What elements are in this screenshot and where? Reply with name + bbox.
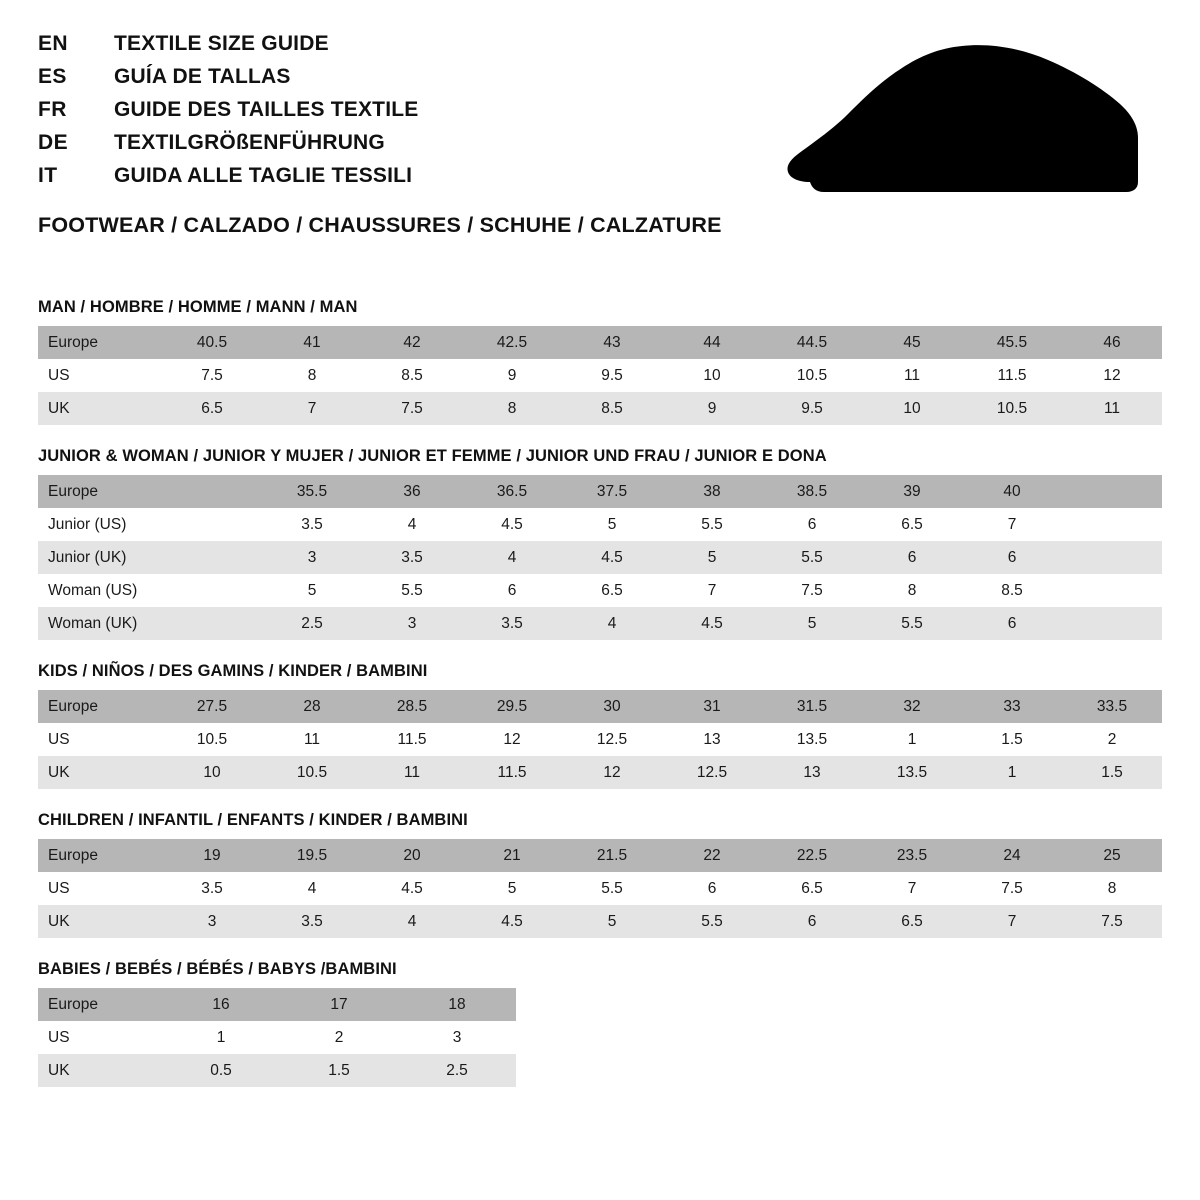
cell: 10.5	[162, 723, 262, 756]
table-row	[38, 756, 1162, 789]
cell: 4.5	[462, 905, 562, 938]
cell: 5	[462, 872, 562, 905]
cell: 3.5	[462, 607, 562, 640]
table-block-man	[38, 298, 1162, 425]
table-row	[38, 326, 1162, 359]
table-title: BABIES / BEBÉS / BÉBÉS / BABYS /BAMBINI	[38, 960, 397, 978]
cell: 9	[462, 359, 562, 392]
table-block-kids	[38, 662, 1162, 789]
cell: 19	[162, 839, 262, 872]
table-title: MAN / HOMBRE / HOMME / MANN / MAN	[38, 298, 358, 316]
cell	[162, 574, 262, 607]
cell	[1062, 607, 1162, 640]
cell: 11.5	[362, 723, 462, 756]
cell: 20	[362, 839, 462, 872]
cell: 5	[662, 541, 762, 574]
cell: 11	[262, 723, 362, 756]
row-label: Europe	[38, 475, 162, 508]
cell: 35.5	[262, 475, 362, 508]
cell	[1062, 508, 1162, 541]
cell: 3	[162, 905, 262, 938]
table-block-children	[38, 811, 1162, 938]
cell: 41	[262, 326, 362, 359]
cell: 2	[280, 1021, 398, 1054]
cell: 8	[262, 359, 362, 392]
cell: 4	[562, 607, 662, 640]
cell: 2	[1062, 723, 1162, 756]
cell: 5	[262, 574, 362, 607]
table-row	[38, 1054, 516, 1087]
size-table-kids	[38, 690, 1162, 789]
cell: 12.5	[562, 723, 662, 756]
cell: 8.5	[962, 574, 1062, 607]
size-table-babies	[38, 988, 516, 1087]
cell: 36.5	[462, 475, 562, 508]
cell: 4.5	[662, 607, 762, 640]
cell: 11	[1062, 392, 1162, 425]
cell: 7	[662, 574, 762, 607]
cell: 9	[662, 392, 762, 425]
cell: 1.5	[1062, 756, 1162, 789]
cell: 4	[462, 541, 562, 574]
cell: 22.5	[762, 839, 862, 872]
table-row	[38, 723, 1162, 756]
table-row	[38, 392, 1162, 425]
row-label: Junior (US)	[38, 508, 162, 541]
cell: 8	[862, 574, 962, 607]
table-row	[38, 508, 1162, 541]
cell: 40.5	[162, 326, 262, 359]
cell: 13	[662, 723, 762, 756]
cell: 32	[862, 690, 962, 723]
cell: 10	[162, 756, 262, 789]
cell: 10.5	[762, 359, 862, 392]
row-label: UK	[38, 905, 162, 938]
table-row	[38, 988, 516, 1021]
table-row	[38, 574, 1162, 607]
cell: 8	[1062, 872, 1162, 905]
row-label: US	[38, 872, 162, 905]
cell: 43	[562, 326, 662, 359]
cell	[162, 475, 262, 508]
row-label: UK	[38, 1054, 162, 1087]
row-label: Europe	[38, 690, 162, 723]
cell: 6	[462, 574, 562, 607]
cell: 6	[862, 541, 962, 574]
cell: 17	[280, 988, 398, 1021]
cell: 45.5	[962, 326, 1062, 359]
row-label: US	[38, 1021, 162, 1054]
cell: 45	[862, 326, 962, 359]
cell: 7	[962, 508, 1062, 541]
cell: 3.5	[262, 905, 362, 938]
cell: 3	[262, 541, 362, 574]
table-row	[38, 872, 1162, 905]
language-code: ES	[38, 65, 67, 88]
row-label: US	[38, 723, 162, 756]
cell: 38	[662, 475, 762, 508]
row-label: US	[38, 359, 162, 392]
cell: 31	[662, 690, 762, 723]
cell: 11	[862, 359, 962, 392]
cell: 5.5	[662, 508, 762, 541]
cell: 24	[962, 839, 1062, 872]
cell: 0.5	[162, 1054, 280, 1087]
cell: 3.5	[162, 872, 262, 905]
cell: 1.5	[280, 1054, 398, 1087]
dress-shoe-icon	[780, 42, 1140, 212]
cell: 7	[262, 392, 362, 425]
cell: 7	[862, 872, 962, 905]
cell: 3	[362, 607, 462, 640]
cell: 6.5	[862, 905, 962, 938]
cell: 5	[762, 607, 862, 640]
table-block-babies	[38, 960, 1162, 1087]
cell	[162, 607, 262, 640]
row-label: UK	[38, 392, 162, 425]
language-title: GUÍA DE TALLAS	[114, 65, 291, 88]
cell: 3.5	[362, 541, 462, 574]
cell	[1062, 541, 1162, 574]
cell: 5.5	[762, 541, 862, 574]
language-title: GUIDE DES TAILLES TEXTILE	[114, 98, 419, 121]
cell: 31.5	[762, 690, 862, 723]
cell: 1.5	[962, 723, 1062, 756]
row-label: Europe	[38, 988, 162, 1021]
cell: 4	[362, 905, 462, 938]
cell: 5	[562, 508, 662, 541]
cell: 5.5	[862, 607, 962, 640]
size-tables	[38, 298, 1162, 1087]
cell: 21	[462, 839, 562, 872]
table-row	[38, 607, 1162, 640]
cell: 8	[462, 392, 562, 425]
cell: 22	[662, 839, 762, 872]
table-row	[38, 475, 1162, 508]
cell: 7.5	[962, 872, 1062, 905]
cell: 5	[562, 905, 662, 938]
cell: 6	[762, 905, 862, 938]
cell: 13	[762, 756, 862, 789]
table-row	[38, 359, 1162, 392]
cell: 33	[962, 690, 1062, 723]
cell: 7.5	[162, 359, 262, 392]
row-label: Junior (UK)	[38, 541, 162, 574]
cell: 10	[862, 392, 962, 425]
cell: 7.5	[362, 392, 462, 425]
cell: 19.5	[262, 839, 362, 872]
size-table-children	[38, 839, 1162, 938]
cell: 3.5	[262, 508, 362, 541]
cell: 2.5	[262, 607, 362, 640]
cell: 12	[1062, 359, 1162, 392]
cell: 4	[362, 508, 462, 541]
cell: 42.5	[462, 326, 562, 359]
row-label: UK	[38, 756, 162, 789]
row-label: Woman (US)	[38, 574, 162, 607]
language-title: TEXTILGRÖßENFÜHRUNG	[114, 131, 385, 154]
cell: 8.5	[562, 392, 662, 425]
table-row	[38, 541, 1162, 574]
row-label: Europe	[38, 839, 162, 872]
cell: 46	[1062, 326, 1162, 359]
table-title: JUNIOR & WOMAN / JUNIOR Y MUJER / JUNIOR ET FEMME / JUNIOR UND FRAU / JUNIOR E DONA	[38, 447, 827, 465]
cell: 6	[962, 607, 1062, 640]
cell: 36	[362, 475, 462, 508]
cell: 18	[398, 988, 516, 1021]
language-code: FR	[38, 98, 67, 121]
size-table-junior-woman	[38, 475, 1162, 640]
cell: 27.5	[162, 690, 262, 723]
language-code: DE	[38, 131, 68, 154]
cell: 9.5	[562, 359, 662, 392]
cell: 23.5	[862, 839, 962, 872]
cell: 7.5	[1062, 905, 1162, 938]
cell: 6	[762, 508, 862, 541]
table-title: KIDS / NIÑOS / DES GAMINS / KINDER / BAMBINI	[38, 662, 428, 680]
cell: 7.5	[762, 574, 862, 607]
cell	[1062, 475, 1162, 508]
cell: 9.5	[762, 392, 862, 425]
cell: 37.5	[562, 475, 662, 508]
cell: 6	[662, 872, 762, 905]
cell: 12	[462, 723, 562, 756]
cell: 5.5	[662, 905, 762, 938]
cell: 4.5	[562, 541, 662, 574]
cell: 6	[962, 541, 1062, 574]
cell: 1	[162, 1021, 280, 1054]
cell: 12	[562, 756, 662, 789]
cell	[162, 508, 262, 541]
cell: 11	[362, 756, 462, 789]
language-title: TEXTILE SIZE GUIDE	[114, 32, 329, 55]
language-code: EN	[38, 32, 68, 55]
language-title: GUIDA ALLE TAGLIE TESSILI	[114, 164, 413, 187]
cell: 11.5	[462, 756, 562, 789]
cell: 4.5	[462, 508, 562, 541]
cell: 13.5	[862, 756, 962, 789]
cell: 1	[962, 756, 1062, 789]
cell: 44	[662, 326, 762, 359]
table-title: CHILDREN / INFANTIL / ENFANTS / KINDER / BAMBINI	[38, 811, 468, 829]
cell: 25	[1062, 839, 1162, 872]
table-row	[38, 1021, 516, 1054]
cell	[162, 541, 262, 574]
row-label: Woman (UK)	[38, 607, 162, 640]
cell: 11.5	[962, 359, 1062, 392]
row-label: Europe	[38, 326, 162, 359]
cell: 8.5	[362, 359, 462, 392]
page-header	[38, 32, 1162, 237]
cell: 42	[362, 326, 462, 359]
size-table-man	[38, 326, 1162, 425]
cell: 21.5	[562, 839, 662, 872]
cell: 5.5	[362, 574, 462, 607]
category-heading: FOOTWEAR / CALZADO / CHAUSSURES / SCHUHE / CALZATURE	[38, 213, 722, 237]
cell: 10	[662, 359, 762, 392]
cell: 28	[262, 690, 362, 723]
cell: 44.5	[762, 326, 862, 359]
cell: 38.5	[762, 475, 862, 508]
cell	[1062, 574, 1162, 607]
cell: 33.5	[1062, 690, 1162, 723]
cell: 40	[962, 475, 1062, 508]
cell: 3	[398, 1021, 516, 1054]
cell: 6.5	[862, 508, 962, 541]
cell: 7	[962, 905, 1062, 938]
cell: 1	[862, 723, 962, 756]
table-row	[38, 839, 1162, 872]
table-row	[38, 690, 1162, 723]
cell: 4.5	[362, 872, 462, 905]
cell: 13.5	[762, 723, 862, 756]
cell: 12.5	[662, 756, 762, 789]
cell: 29.5	[462, 690, 562, 723]
cell: 10.5	[262, 756, 362, 789]
cell: 6.5	[562, 574, 662, 607]
cell: 39	[862, 475, 962, 508]
cell: 30	[562, 690, 662, 723]
table-block-junior-woman	[38, 447, 1162, 640]
cell: 28.5	[362, 690, 462, 723]
table-row	[38, 905, 1162, 938]
cell: 5.5	[562, 872, 662, 905]
cell: 16	[162, 988, 280, 1021]
cell: 2.5	[398, 1054, 516, 1087]
language-code: IT	[38, 164, 58, 187]
cell: 6.5	[762, 872, 862, 905]
cell: 10.5	[962, 392, 1062, 425]
cell: 4	[262, 872, 362, 905]
cell: 6.5	[162, 392, 262, 425]
